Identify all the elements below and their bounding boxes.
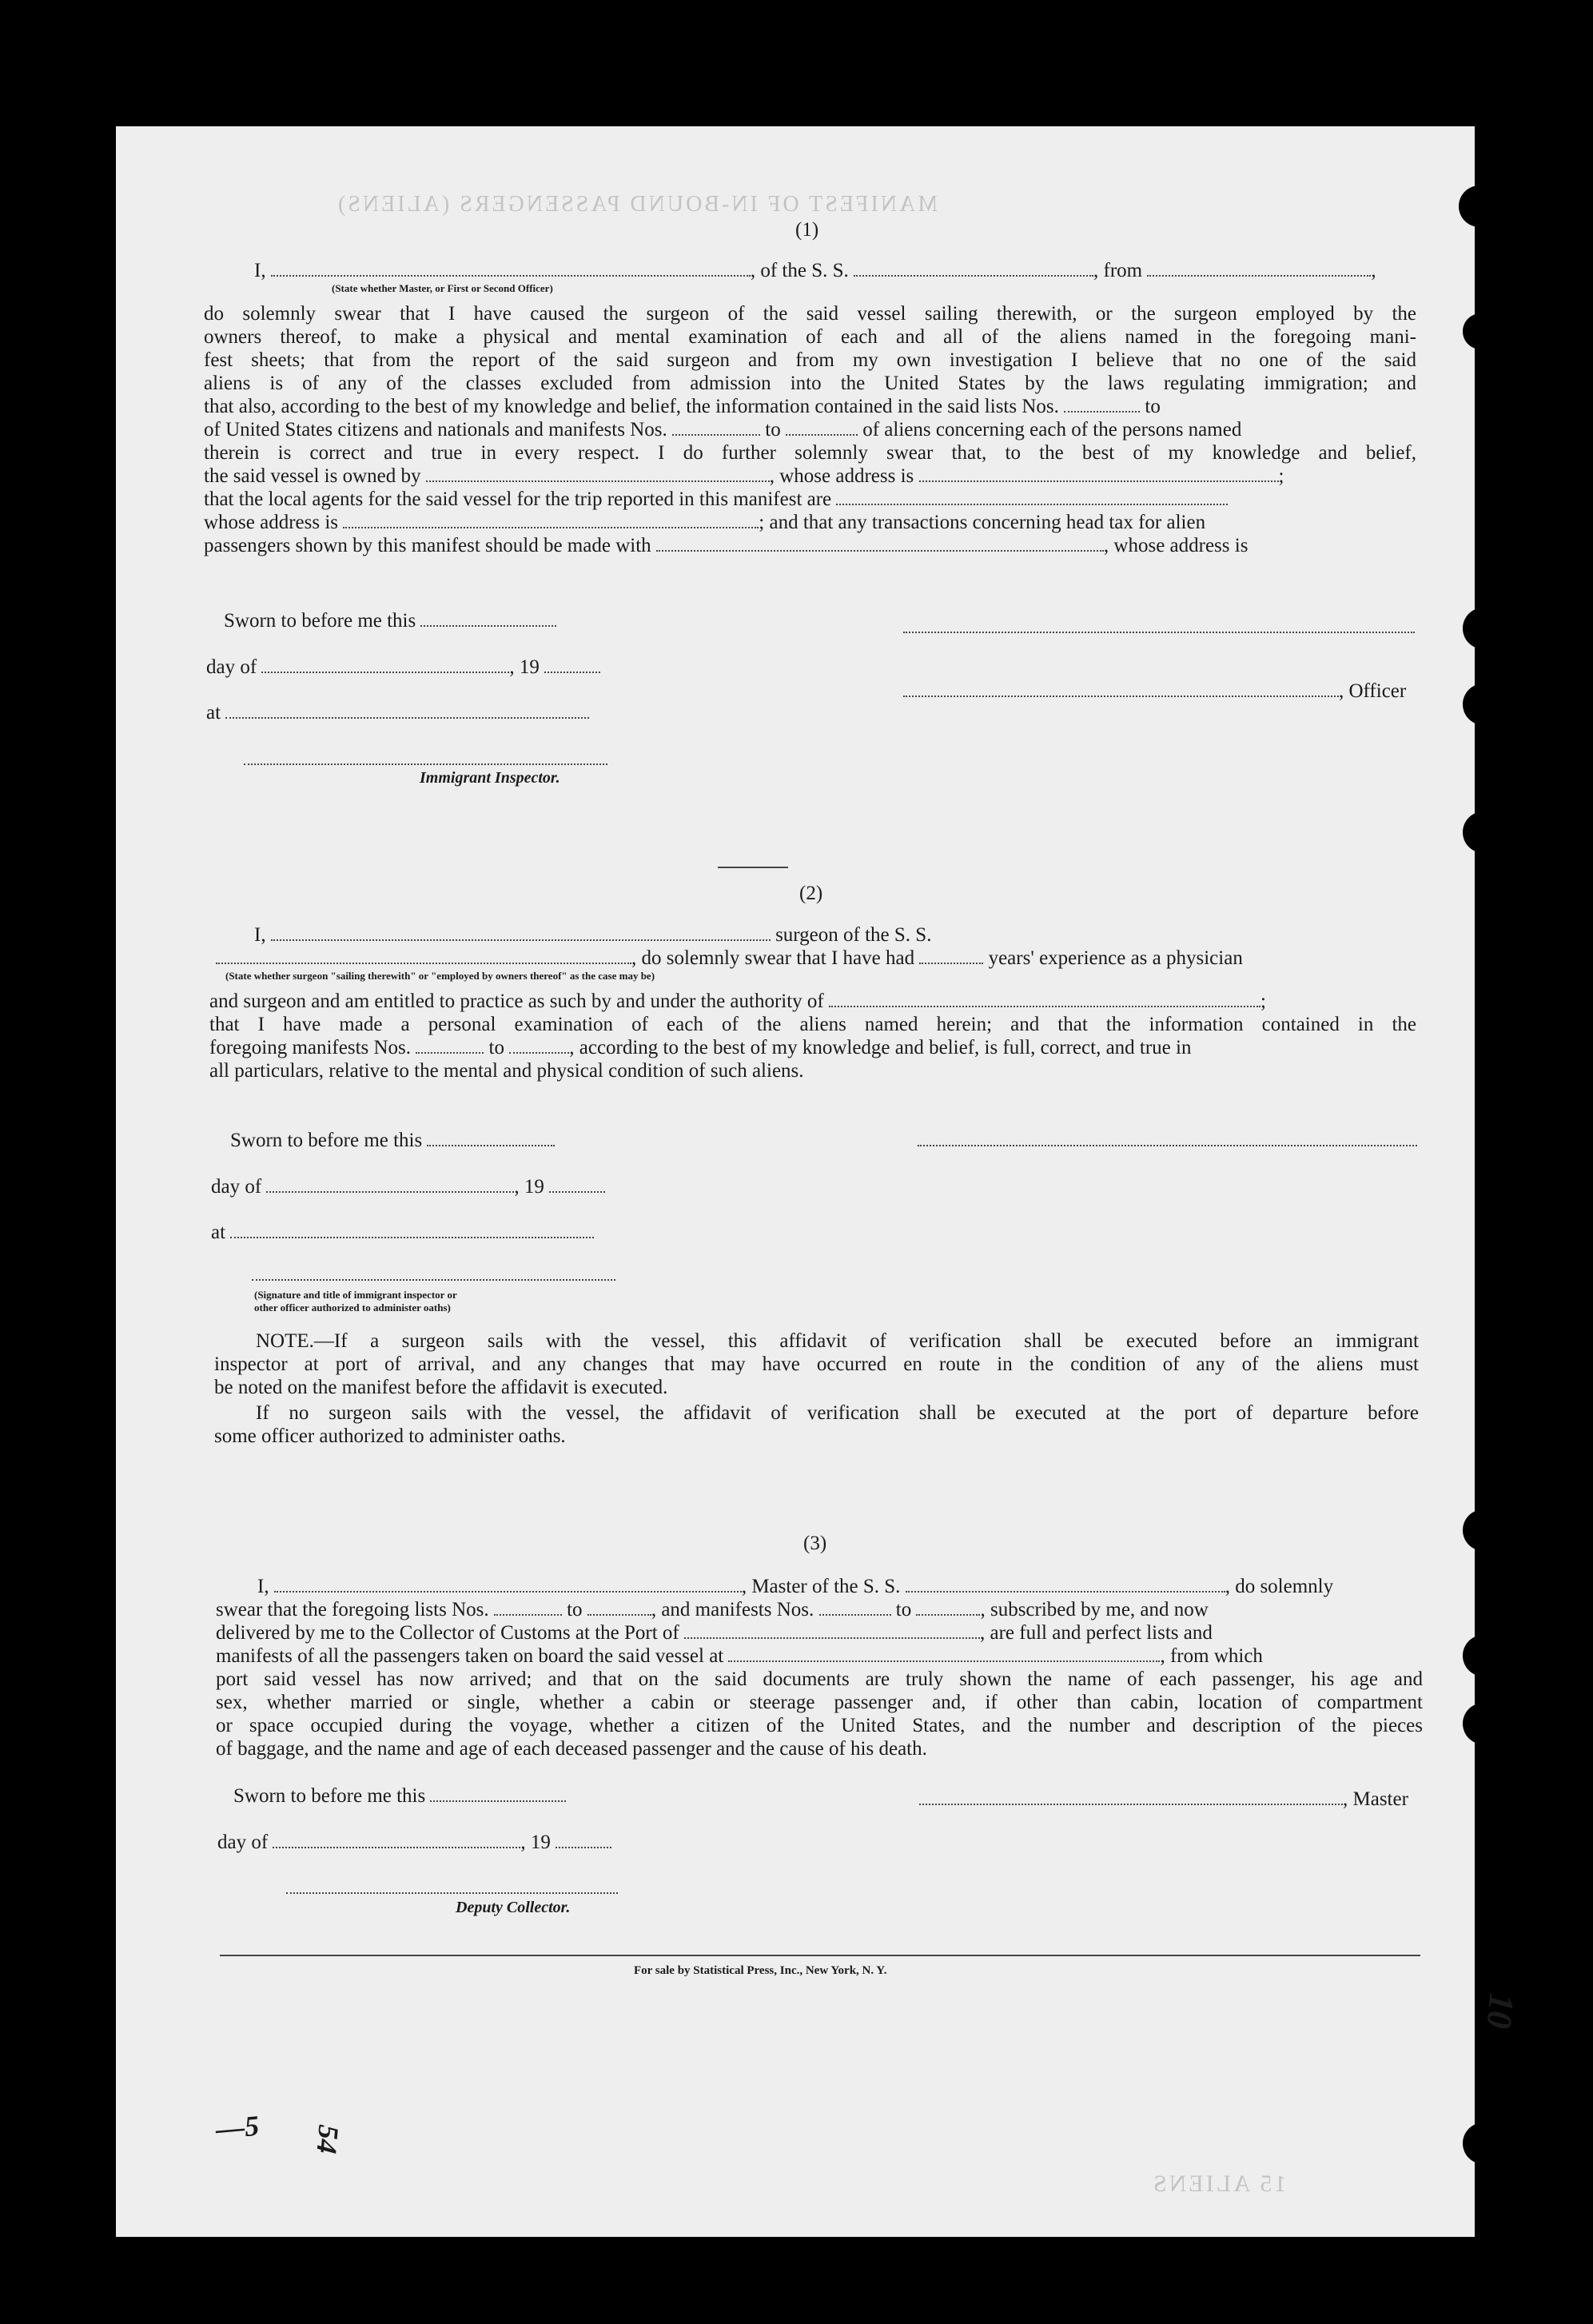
punch-hole: [1463, 1703, 1504, 1744]
i-label: I,: [257, 1576, 269, 1597]
surgeon-of-label: surgeon of the S. S.: [775, 924, 932, 946]
lists-to-field[interactable]: [587, 1609, 651, 1616]
footer-rule: [220, 1955, 1420, 1956]
section-3-line-3: [216, 1621, 1423, 1644]
lists-from-field[interactable]: [494, 1609, 562, 1616]
section-1-address-line: [204, 511, 1416, 534]
from-which-text: , from which: [1160, 1645, 1263, 1667]
owned-by-text: the said vessel is owned by: [204, 465, 421, 487]
officer-signature-line-2[interactable]: [252, 1279, 615, 1281]
of-ss-label: , of the S. S.: [750, 260, 849, 281]
section-1-owner-line: [204, 464, 1416, 488]
handwritten-mark: —5: [214, 2109, 261, 2146]
section-1-line-1: [254, 259, 1415, 282]
section-1-sworn: [224, 609, 556, 632]
section-3-para-line: of baggage, and the name and age of each deceased passenger and the cause of his death.: [216, 1738, 927, 1760]
section-2-line-2: [216, 947, 1416, 970]
section-3-para-line: sex, whether married or single, whether a cabin or steerage passenger and, if other than cabin, location of compartment: [216, 1692, 1423, 1713]
section-2-sworn: [230, 1129, 555, 1152]
section-1-para-line: do solemnly swear that I have caused the surgeon of the said vessel sailing therewith, or the surgeon employed by the: [204, 303, 1416, 325]
inspector-label: Immigrant Inspector.: [420, 769, 560, 787]
head-tax-text: ; and that any transactions concerning head tax for alien: [759, 512, 1206, 533]
lists-from-field[interactable]: [1064, 406, 1140, 413]
officer-name-field[interactable]: [271, 270, 751, 277]
manifests-text: foregoing manifests Nos.: [209, 1037, 412, 1058]
sworn-text: Sworn to before me this: [230, 1130, 423, 1151]
year-prefix: , 19: [514, 1176, 544, 1198]
section-2-at: [211, 1221, 594, 1244]
punch-hole: [1463, 684, 1504, 725]
sig-note-1: (Signature and title of immigrant inspector or: [254, 1289, 457, 1301]
section-2-day: [211, 1175, 605, 1198]
vessel-name-field[interactable]: [906, 1586, 1225, 1593]
punch-hole: [1459, 185, 1500, 227]
owner-field[interactable]: [426, 476, 770, 482]
master-name-field[interactable]: [274, 1586, 742, 1593]
punch-hole: [1463, 1509, 1504, 1551]
to-label: to: [1145, 396, 1161, 417]
section-divider: [718, 867, 788, 868]
section-2-surgeon-note: (State whether surgeon "sailing therewith" or "employed by owners thereof" as the case may be): [225, 970, 655, 982]
sworn-text: Sworn to before me this: [233, 1785, 426, 1807]
year-prefix: , 19: [520, 1832, 551, 1853]
whose-address-label: , whose address is: [1103, 535, 1249, 556]
lists-text: that also, according to the best of my knowledge and belief, the information contained in the said lists Nos.: [204, 396, 1059, 417]
section-1-para-line: aliens is of any of the classes excluded from admission into the United States by the laws regulating immigration; and: [204, 373, 1416, 394]
master-of-label: , Master of the S. S.: [741, 1576, 901, 1597]
handwritten-mark: 54: [310, 2123, 345, 2155]
port-text: delivered by me to the Collector of Customs at the Port of: [216, 1622, 679, 1644]
sworn-field[interactable]: [427, 1140, 555, 1146]
section-1-day: [206, 656, 600, 679]
do-solemnly-text: , do solemnly swear that I have had: [631, 947, 915, 969]
at-label: at: [211, 1222, 226, 1243]
manifests-to-field[interactable]: [786, 429, 858, 436]
to-label: to: [895, 1599, 912, 1620]
inspector-signature-line[interactable]: [244, 763, 607, 765]
master-label: , Master: [1343, 1788, 1408, 1810]
semicolon: ;: [1278, 465, 1284, 487]
agent-address-field[interactable]: [343, 522, 759, 528]
section-1-headtax-line: [204, 534, 1416, 557]
comma: ,: [1371, 260, 1376, 281]
section-3-number: (3): [803, 1533, 827, 1554]
i-label: I,: [254, 260, 266, 281]
section-1-para-line: owners thereof, to make a physical and mental examination of each and all of the aliens named in the foregoing mani-: [204, 326, 1416, 348]
day-field[interactable]: [266, 1186, 514, 1193]
manifests-from-field[interactable]: [416, 1047, 484, 1054]
section-3-line-1: [257, 1575, 1423, 1598]
port-field[interactable]: [684, 1632, 980, 1639]
bleed-through-heading: MANIFEST OF IN-BOUND PASSENGERS (ALIENS): [336, 192, 938, 217]
day-field[interactable]: [273, 1842, 520, 1848]
footer-text: For sale by Statistical Press, Inc., New York, N. Y.: [634, 1964, 887, 1977]
vessel-name-field[interactable]: [854, 270, 1093, 277]
note-para2-line: If no surgeon sails with the vessel, the affidavit of verification shall be executed at the port of departure before: [256, 1402, 1419, 1424]
agents-text: that the local agents for the said vessel for the trip reported in this manifest are: [204, 488, 832, 510]
section-2-line-3: [209, 990, 1416, 1013]
at-field[interactable]: [225, 712, 589, 719]
master-signature-field[interactable]: [919, 1799, 1343, 1805]
year-prefix: , 19: [509, 656, 540, 678]
at-label: at: [206, 702, 221, 724]
section-1-manifests-line: [204, 418, 1416, 441]
years-experience-text: years' experience as a physician: [988, 947, 1243, 969]
section-1-officer-note: (State whether Master, or First or Second Officer): [332, 282, 553, 294]
head-tax-agent-field[interactable]: [656, 545, 1104, 552]
subscribed-text: , subscribed by me, and now: [980, 1599, 1209, 1620]
section-2-line-5: [209, 1036, 1416, 1059]
from-label: , from: [1093, 260, 1143, 281]
section-3-sworn: [233, 1784, 566, 1808]
manifests-to-field[interactable]: [509, 1047, 569, 1054]
perfect-lists-text: , are full and perfect lists and: [980, 1622, 1213, 1644]
note-para-line: be noted on the manifest before the affidavit is executed.: [214, 1377, 668, 1398]
collector-label: Deputy Collector.: [456, 1899, 571, 1916]
years-field[interactable]: [919, 958, 983, 964]
section-2-number: (2): [799, 883, 823, 904]
manifests-from-field[interactable]: [819, 1609, 891, 1616]
whose-address-text: whose address is: [204, 512, 339, 533]
punch-hole: [1463, 811, 1504, 853]
punch-hole: [1463, 1635, 1504, 1676]
taken-on-board-text: manifests of all the passengers taken on board the said vessel at: [216, 1645, 724, 1667]
sworn-field[interactable]: [420, 620, 556, 627]
day-of-label: day of: [211, 1176, 262, 1198]
section-1-agents-line: [204, 488, 1416, 511]
authority-field[interactable]: [829, 1001, 1260, 1007]
departure-port-field[interactable]: [728, 1656, 1160, 1662]
note-para-line: inspector at port of arrival, and any changes that may have occurred en route in the condition of any of the aliens must: [214, 1353, 1419, 1375]
section-3-para-line: port said vessel has now arrived; and that on the said documents are truly shown the name of each passenger, his age and: [216, 1668, 1423, 1690]
day-field[interactable]: [261, 667, 509, 673]
sworn-field[interactable]: [430, 1796, 566, 1802]
sworn-text: Sworn to before me this: [224, 610, 416, 632]
officer-label: , Officer: [1339, 680, 1407, 702]
note-para-line: NOTE.—If a surgeon sails with the vessel, this affidavit of verification shall be executed before an immigrant: [256, 1330, 1419, 1352]
manifests-text: , and manifests Nos.: [651, 1599, 814, 1620]
section-2-line-6: all particulars, relative to the mental and physical condition of such aliens.: [209, 1060, 804, 1082]
knowledge-text: , according to the best of my knowledge and belief, is full, correct, and true in: [569, 1037, 1192, 1058]
lists-text: swear that the foregoing lists Nos.: [216, 1599, 489, 1620]
whose-address-label: , whose address is: [769, 465, 914, 487]
section-3-para-line: or space occupied during the voyage, whether a citizen of the United States, and the number and description of the pieces: [216, 1715, 1423, 1736]
section-1-officer: [903, 680, 1406, 703]
sig-note-2: other officer authorized to administer oaths): [254, 1302, 451, 1313]
section-3-line-4: [216, 1644, 1423, 1668]
punch-hole: [1463, 608, 1504, 649]
manifests-from-field[interactable]: [672, 429, 760, 436]
semicolon: ;: [1260, 991, 1266, 1012]
year-field[interactable]: [544, 667, 600, 673]
surgeon-signature-line[interactable]: [918, 1145, 1417, 1146]
section-3-day: [217, 1831, 611, 1854]
manifests-text: of United States citizens and nationals and manifests Nos.: [204, 419, 667, 440]
to-label: to: [488, 1037, 504, 1058]
from-port-field[interactable]: [1147, 270, 1371, 277]
owner-address-field[interactable]: [919, 476, 1279, 482]
officer-signature-line-1[interactable]: [903, 632, 1415, 633]
section-1-at: [206, 701, 589, 724]
section-1-para-line: therein is correct and true in every respect. I do further solemnly swear that, to the best of my knowledge and belief,: [204, 442, 1416, 464]
section-1-lists-line: [204, 395, 1416, 418]
section-1-para-line: fest sheets; that from the report of the said surgeon and from my own investigation I believe that no one of the said: [204, 349, 1416, 371]
made-with-text: passengers shown by this manifest should be made with: [204, 535, 651, 556]
bleed-through-count: 15 ALIENS: [1151, 2171, 1287, 2197]
section-3-line-2: [216, 1598, 1423, 1621]
day-of-label: day of: [206, 656, 257, 678]
do-solemnly-text: , do solemnly: [1225, 1576, 1334, 1597]
agents-field[interactable]: [836, 499, 1228, 505]
i-label: I,: [254, 924, 266, 946]
punch-hole: [1463, 313, 1499, 349]
punch-hole: [1463, 2123, 1504, 2164]
surgeon-type-field[interactable]: [216, 958, 631, 964]
section-2-line-4: that I have made a personal examination of each of the aliens named herein; and that the information contained in the: [209, 1014, 1416, 1035]
officer-signature-field[interactable]: [903, 691, 1339, 697]
day-of-label: day of: [217, 1832, 269, 1853]
section-2-line-1: [254, 923, 931, 947]
at-field[interactable]: [230, 1232, 594, 1238]
collector-signature-line[interactable]: [286, 1892, 618, 1894]
authority-text: and surgeon and am entitled to practice as such by and under the authority of: [209, 991, 824, 1012]
section-1-number: (1): [795, 219, 819, 241]
section-3-master: [919, 1788, 1408, 1811]
year-field[interactable]: [549, 1186, 605, 1193]
to-label: to: [567, 1599, 583, 1620]
note-para2-line: some officer authorized to administer oaths.: [214, 1425, 566, 1447]
surgeon-name-field[interactable]: [271, 935, 771, 941]
year-field[interactable]: [556, 1842, 611, 1848]
of-aliens-text: of aliens concerning each of the persons named: [862, 419, 1242, 440]
handwritten-mark: 10: [1479, 1991, 1522, 2031]
to-label: to: [765, 419, 781, 440]
manifests-to-field[interactable]: [916, 1609, 980, 1616]
